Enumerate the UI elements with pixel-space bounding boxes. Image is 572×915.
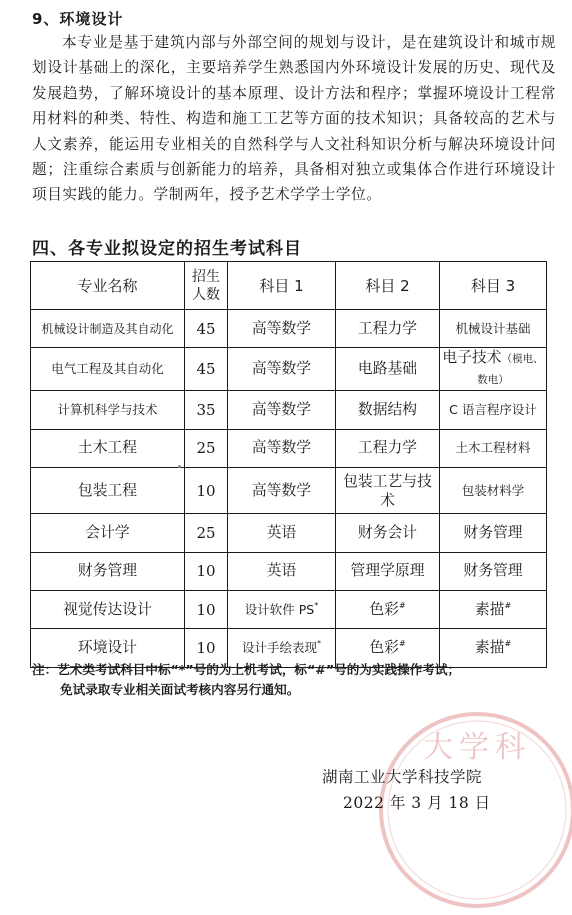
quota-cell: 10 <box>185 590 228 628</box>
table-row <box>31 552 547 590</box>
table-row <box>31 391 547 429</box>
table-row <box>31 429 547 467</box>
major-cell: 包装工程 <box>31 468 185 514</box>
subject-1-cell: 高等数学 <box>228 391 336 429</box>
signature-date: 2022 年 3 月 18 日 <box>343 794 491 812</box>
subject-3-cell: 财务管理 <box>440 552 547 590</box>
subject-2-cell: 数据结构 <box>336 391 440 429</box>
table-row <box>31 590 547 628</box>
practical-exam-mark: # <box>398 639 406 649</box>
subject-3-cell: C 语言程序设计 <box>440 391 547 429</box>
table-header-row <box>31 262 547 310</box>
section-9-body: 本专业是基于建筑内部与外部空间的规划与设计，是在建筑设计和城市规划设计基础上的深化，主要培养学生熟悉国内外环境设计发展的历史、现代及发展趋势，了解环境设计的基本原理、设计方法和程序；掌握环境设计工程常用材料的种类、特性、构造和施工工艺等方面的技术知识；具备较高的艺术与人文素养，能运用专业相关的自然科学与人文社科知识分析与解决环境设计问题；注重综合素质与创新能力的培养，具备相对独立或集体合作进行环境设计项目实践的能力。学制两年，授予艺术学学士学位。 <box>32 34 556 204</box>
subject-3-cell: 财务管理 <box>440 514 547 552</box>
practical-exam-mark: # <box>504 639 512 649</box>
practical-exam-mark: # <box>398 600 406 610</box>
subject-2-cell: 色彩# <box>336 590 440 628</box>
scan-speck <box>178 465 181 468</box>
table-row <box>31 514 547 552</box>
quota-cell: 10 <box>185 552 228 590</box>
subject-2-cell: 包装工艺与技术 <box>336 468 440 514</box>
subject-1-cell: 高等数学 <box>228 348 336 391</box>
subject-3-note: （模电、数电） <box>477 353 544 387</box>
exam-subjects-table <box>30 261 547 668</box>
subject-3-cell: 素描# <box>440 590 547 628</box>
major-cell: 电气工程及其自动化 <box>31 348 185 391</box>
header-quota: 招生 人数 <box>185 262 228 310</box>
subject-2-cell: 电路基础 <box>336 348 440 391</box>
subject-1-cell: 设计软件 PS* <box>228 590 336 628</box>
major-cell: 视觉传达设计 <box>31 590 185 628</box>
subject-1-cell: 英语 <box>228 552 336 590</box>
major-cell: 土木工程 <box>31 429 185 467</box>
subject-3-cell: 素描# <box>440 629 547 667</box>
header-subject-3: 科目 3 <box>440 262 547 310</box>
subject-1-cell: 高等数学 <box>228 468 336 514</box>
table-row <box>31 348 547 391</box>
subject-2-cell: 色彩# <box>336 629 440 667</box>
quota-cell: 25 <box>185 429 228 467</box>
table-row <box>31 310 547 348</box>
computer-exam-mark: * <box>317 639 321 649</box>
footnote-line-1: 注：艺术类考试科目中标“*”号的为上机考试，标“#”号的为实践操作考试； <box>32 662 461 677</box>
quota-cell: 10 <box>185 468 228 514</box>
major-cell: 财务管理 <box>31 552 185 590</box>
practical-exam-mark: # <box>504 600 512 610</box>
table-row <box>31 468 547 514</box>
subject-3-cell: 包装材料学 <box>440 468 547 514</box>
subject-3-cell: 电子技术（模电、数电） <box>440 348 547 391</box>
major-cell: 会计学 <box>31 514 185 552</box>
subject-1-cell: 高等数学 <box>228 429 336 467</box>
subject-1-cell: 高等数学 <box>228 310 336 348</box>
header-major: 专业名称 <box>31 262 185 310</box>
subject-1-cell: 英语 <box>228 514 336 552</box>
header-subject-2: 科目 2 <box>336 262 440 310</box>
subject-2-cell: 工程力学 <box>336 310 440 348</box>
header-subject-1: 科目 1 <box>228 262 336 310</box>
major-cell: 计算机科学与技术 <box>31 391 185 429</box>
seal-text: 大学科 <box>423 730 531 765</box>
quota-cell: 10 <box>185 629 228 667</box>
signature-school: 湖南工业大学科技学院 <box>322 768 483 786</box>
quota-cell: 25 <box>185 514 228 552</box>
computer-exam-mark: * <box>314 600 319 610</box>
major-cell: 机械设计制造及其自动化 <box>31 310 185 348</box>
footnote <box>32 660 568 700</box>
subject-3-cell: 机械设计基础 <box>440 310 547 348</box>
major-cell: 环境设计 <box>31 629 185 667</box>
subject-2-cell: 财务会计 <box>336 514 440 552</box>
quota-cell: 35 <box>185 391 228 429</box>
subject-3-cell: 土木工程材料 <box>440 429 547 467</box>
section-4-title: 四、各专业拟设定的招生考试科目 <box>32 239 302 259</box>
subject-2-cell: 工程力学 <box>336 429 440 467</box>
footnote-line-2: 免试录取专业相关面试考核内容另行通知。 <box>60 682 300 697</box>
section-9-title: 9、环境设计 <box>32 10 124 28</box>
quota-cell: 45 <box>185 310 228 348</box>
quota-cell: 45 <box>185 348 228 391</box>
subject-1-cell: 设计手绘表现* <box>228 629 336 667</box>
subject-2-cell: 管理学原理 <box>336 552 440 590</box>
